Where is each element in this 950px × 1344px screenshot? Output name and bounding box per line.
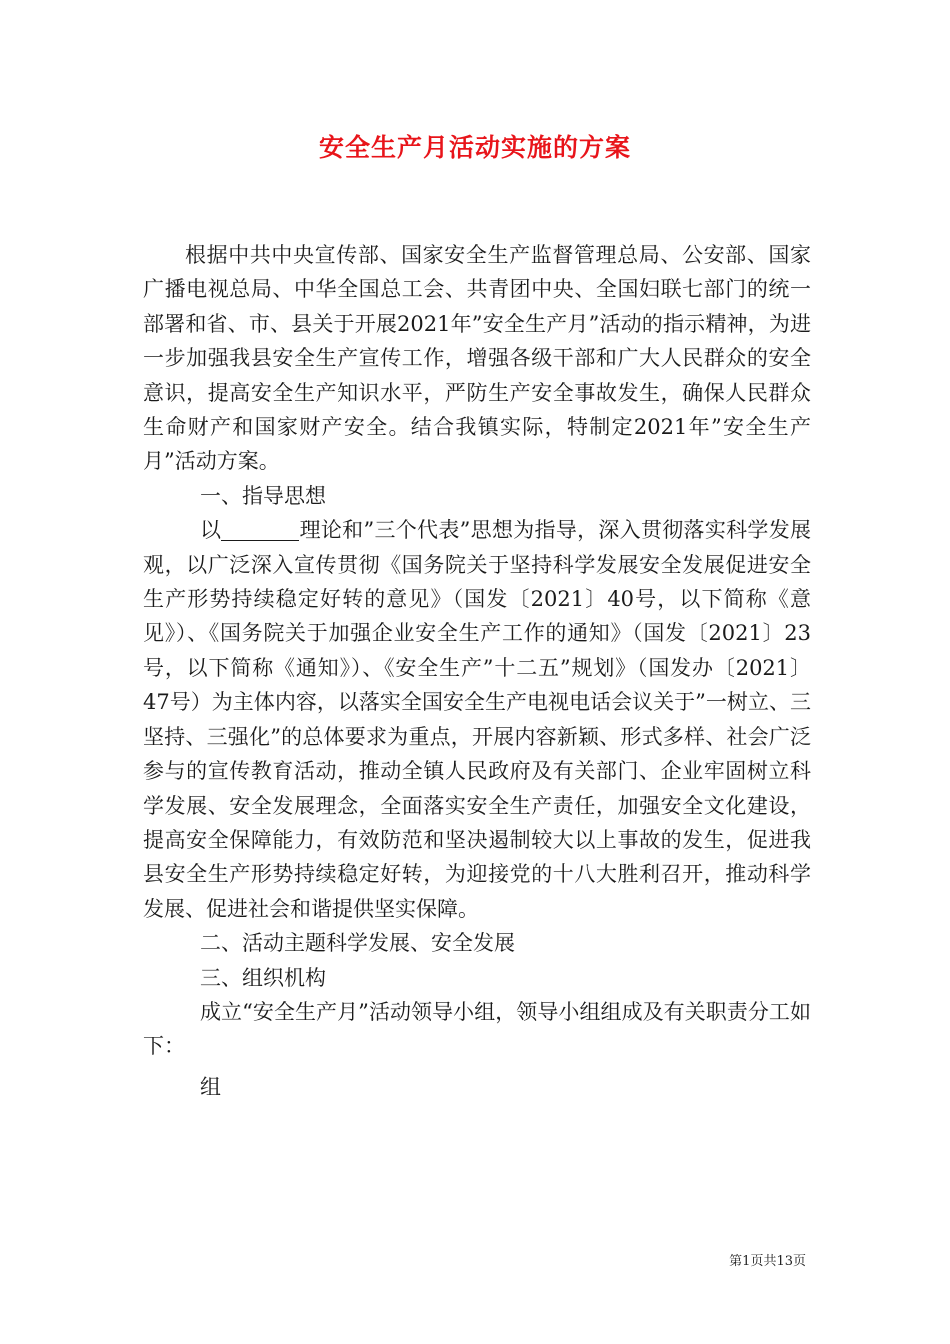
intro-paragraph: 根据中共中央宣传部、国家安全生产监督管理总局、公安部、国家广播电视总局、中华全国总工会、共青团中央、全国妇联七部门的统一部署和省、市、县关于开展2021年”安全生产月”活动的指示精神，为进一步加强我县安全生产宣传工作，增强各级干部和广大人民群众的安全意识，提高安全生产知识水平，严防生产安全事故发生，确保人民群众生命财产和国家财产安全。结合我镇实际，特制定2021年”安全生产月”活动方案。 [143, 243, 811, 474]
document-body [143, 238, 811, 1104]
section-1-heading: 一、指导思想 [200, 483, 326, 508]
section-2-heading: 二、活动主题科学发展、安全发展 [200, 931, 515, 956]
section-3-heading: 三、组织机构 [200, 965, 326, 990]
blank-underline [221, 518, 299, 541]
section-1-prefix: 以 [200, 518, 222, 543]
section-1-paragraph [143, 513, 811, 926]
trailing-text: 组 [200, 1074, 221, 1099]
section-3-paragraph: 成立“安全生产月”活动领导小组，领导小组组成及有关职责分工如下： [143, 999, 811, 1059]
document-title: 安全生产月活动实施的方案 [318, 133, 631, 162]
page-number: 第1页共13页 [729, 1254, 806, 1269]
section-1-body: 理论和”三个代表”思想为指导，深入贯彻落实科学发展观，以广泛深入宣传贯彻《国务院关于坚持科学发展安全发展促进安全生产形势持续稳定好转的意见》（国发〔2021〕40号，以下简称《意见》）、《国务院关于加强企业安全生产工作的通知》（国发〔2021〕23号，以下简称《通知》）、《安全生产”十二五”规划》（国发办〔2021〕47号）为主体内容，以落实全国安全生产电视电话会议关于”一树立、三坚持、三强化”的总体要求为重点，开展内容新颖、形式多样、社会广泛参与的宣传教育活动，推动全镇人民政府及有关部门、企业牢固树立科学发展、安全发展理念，全面落实安全生产责任，加强安全文化建设，提高安全保障能力，有效防范和坚决遏制较大以上事故的发生，促进我县安全生产形势持续稳定好转，为迎接党的十八大胜利召开，推动科学发展、促进社会和谐提供坚实保障。 [143, 518, 811, 921]
